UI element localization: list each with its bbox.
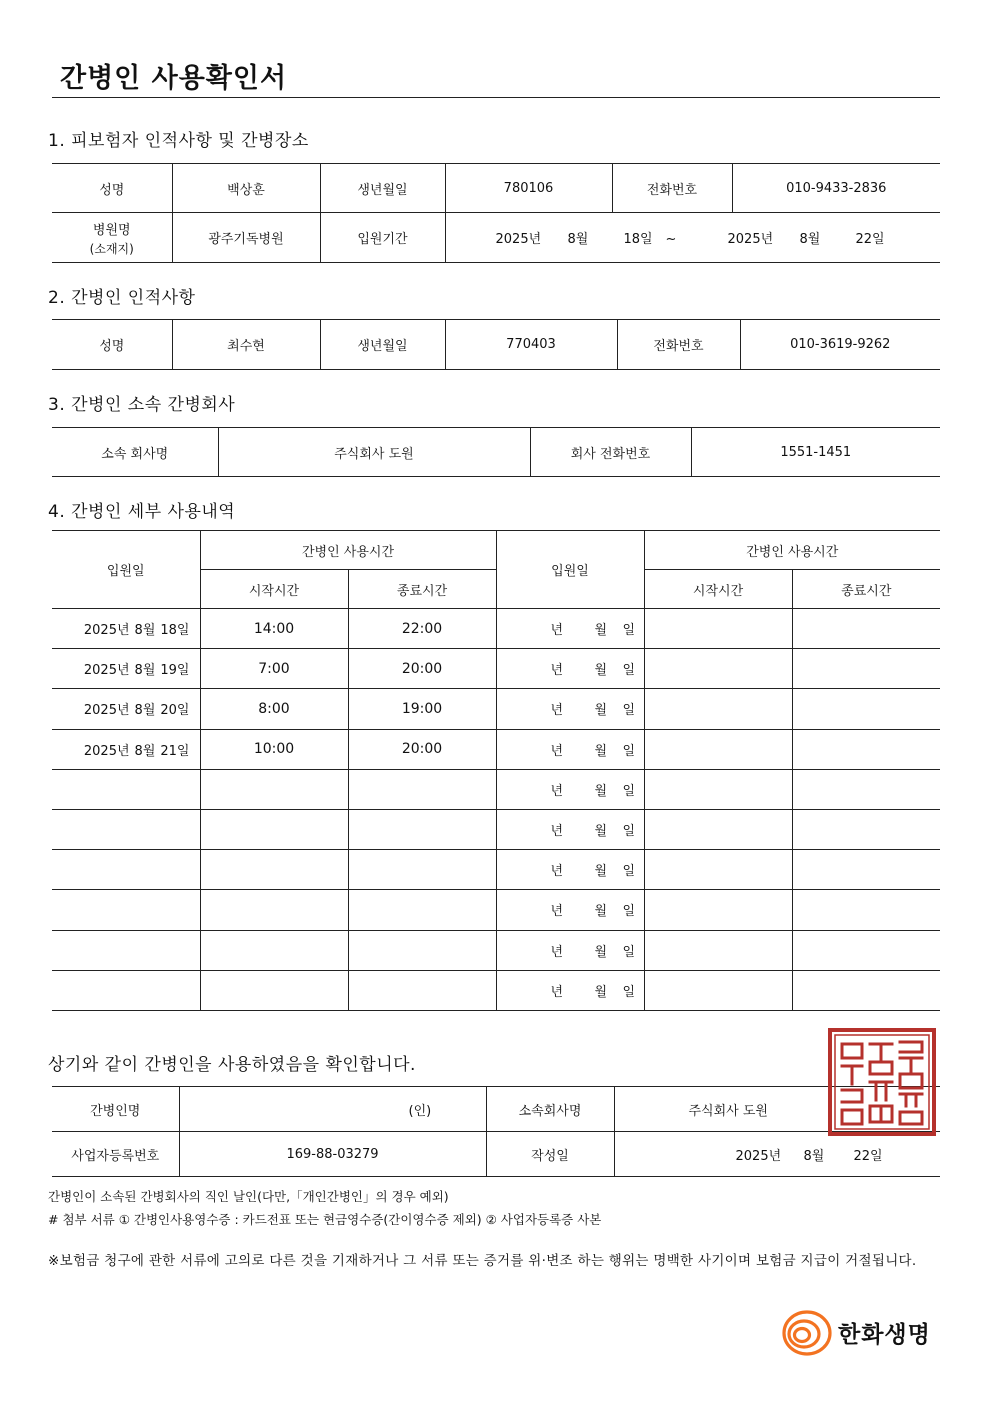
blank-date-month-label: 월: [594, 783, 608, 799]
col-start-right: 시작시간: [644, 570, 792, 609]
seal-note: 간병인이 소속된 간병회사의 직인 날인(다만,「개인간병인」의 경우 예외): [48, 1189, 449, 1204]
col-usage-time-right: 간병인 사용시간: [644, 531, 940, 570]
confirmation-statement: 상기와 같이 간병인을 사용하였음을 확인합니다.: [48, 1055, 416, 1075]
usage-date-day: 20일: [160, 703, 190, 719]
usage-date-left[interactable]: [52, 930, 200, 970]
usage-date-year: 2025년: [83, 743, 130, 759]
col-start-left: 시작시간: [200, 570, 348, 609]
hospital-label-text: 병원명: [92, 222, 131, 238]
attachment-note: # 첨부 서류 ① 간병인사용영수증 : 카드전표 또는 현금영수증(간이영수증 제외) ② 사업자등록증 사본: [48, 1212, 602, 1227]
company-info-table: [52, 427, 940, 477]
usage-start-right[interactable]: [644, 890, 792, 930]
brand-name: 한화생명: [838, 1322, 931, 1348]
written-date-label: 작성일: [486, 1132, 614, 1177]
blank-date-day-label: 일: [622, 824, 636, 840]
written-date-year: 2025년: [735, 1148, 782, 1164]
blank-date-day-label: 일: [622, 944, 636, 960]
blank-date-day-label: 일: [622, 984, 636, 1000]
blank-date-day-label: 일: [622, 663, 636, 679]
blank-date-year-label: 년: [550, 663, 564, 679]
blank-date-labels: [525, 780, 635, 799]
usage-start-left[interactable]: [200, 769, 348, 809]
usage-end-right[interactable]: [792, 729, 940, 769]
blank-date-day-label: 일: [622, 743, 636, 759]
blank-date-month-label: 월: [594, 623, 608, 639]
usage-end-left[interactable]: 22:00: [348, 609, 496, 649]
caregiver-sign-label: 간병인명: [52, 1087, 179, 1132]
usage-date-left[interactable]: [52, 970, 200, 1010]
company-phone-label: 회사 전화번호: [530, 428, 691, 477]
usage-start-right[interactable]: [644, 850, 792, 890]
blank-date-year-label: 년: [550, 904, 564, 920]
usage-start-right[interactable]: [644, 729, 792, 769]
hospital-location-label: (소재지): [89, 241, 134, 256]
company-seal-stamp: [826, 1026, 938, 1138]
blank-date-day-label: 일: [622, 623, 636, 639]
usage-date-month: 8월: [134, 743, 156, 759]
usage-end-right[interactable]: [792, 850, 940, 890]
usage-start-left[interactable]: [200, 890, 348, 930]
col-end-right: 종료시간: [792, 570, 940, 609]
written-date-month: 8월: [803, 1148, 825, 1164]
usage-date-right[interactable]: [496, 930, 644, 970]
usage-date-year: 2025년: [83, 703, 130, 719]
blank-date-month-label: 월: [594, 824, 608, 840]
usage-date-day: 19일: [160, 663, 190, 679]
hospital-label: [52, 213, 172, 263]
insured-name-label: 성명: [52, 164, 172, 213]
usage-end-left[interactable]: [348, 850, 496, 890]
hospital-field[interactable]: 광주기독병원: [172, 213, 320, 263]
insured-name-field[interactable]: 백상훈: [172, 164, 320, 213]
blank-date-labels: [525, 820, 635, 839]
usage-end-left[interactable]: [348, 890, 496, 930]
usage-date-day: 21일: [160, 743, 190, 759]
usage-row: [52, 609, 940, 649]
usage-date-month: 8월: [134, 663, 156, 679]
col-admission-date-left: 입원일: [52, 531, 200, 609]
blank-date-year-label: 년: [550, 703, 564, 719]
blank-date-year-label: 년: [550, 864, 564, 880]
blank-date-year-label: 년: [550, 984, 564, 1000]
usage-start-left[interactable]: 10:00: [200, 729, 348, 769]
business-number-field[interactable]: 169-88-03279: [179, 1132, 486, 1177]
insured-phone-field[interactable]: 010-9433-2836: [732, 164, 940, 213]
insured-info-table: [52, 163, 940, 263]
usage-date-right[interactable]: [496, 850, 644, 890]
usage-end-right[interactable]: [792, 930, 940, 970]
blank-date-month-label: 월: [594, 663, 608, 679]
usage-start-right[interactable]: [644, 930, 792, 970]
usage-row: [52, 689, 940, 729]
usage-date-right[interactable]: [496, 609, 644, 649]
usage-start-left[interactable]: 7:00: [200, 649, 348, 689]
usage-start-right[interactable]: [644, 609, 792, 649]
affiliated-company-label: 소속회사명: [486, 1087, 614, 1132]
blank-date-day-label: 일: [622, 783, 636, 799]
usage-date-left[interactable]: [52, 809, 200, 849]
usage-end-right[interactable]: [792, 809, 940, 849]
caregiver-phone-field[interactable]: 010-3619-9262: [740, 320, 940, 370]
blank-date-labels: [525, 860, 635, 879]
page-title: 간병인 사용확인서: [60, 63, 288, 94]
usage-start-left[interactable]: [200, 970, 348, 1010]
usage-date-left[interactable]: [52, 890, 200, 930]
usage-date-right[interactable]: [496, 970, 644, 1010]
period-from-month: 8월: [567, 232, 589, 247]
usage-row: [52, 850, 940, 890]
blank-date-month-label: 월: [594, 743, 608, 759]
blank-date-labels: [525, 699, 635, 718]
usage-row: [52, 769, 940, 809]
usage-date-right[interactable]: [496, 890, 644, 930]
period-separator: ~: [665, 232, 677, 247]
usage-date-left[interactable]: [52, 609, 200, 649]
seal-mark: (인): [408, 1103, 432, 1119]
usage-date-month: 8월: [134, 623, 156, 639]
section3-heading: 3. 간병인 소속 간병회사: [48, 395, 236, 415]
usage-date-right[interactable]: [496, 729, 644, 769]
written-date-day: 22일: [853, 1148, 883, 1164]
blank-date-labels: [525, 981, 635, 1000]
affiliated-company-value: 주식회사 도원: [688, 1103, 768, 1119]
usage-date-month: 8월: [134, 703, 156, 719]
usage-end-left[interactable]: 19:00: [348, 689, 496, 729]
section2-heading: 2. 간병인 인적사항: [48, 288, 196, 308]
hanwha-logo-icon: [780, 1306, 834, 1360]
insured-birth-label: 생년월일: [320, 164, 445, 213]
period-from-day: 18일: [623, 232, 653, 247]
company-phone-field[interactable]: 1551-1451: [691, 428, 940, 477]
usage-end-left[interactable]: [348, 769, 496, 809]
blank-date-month-label: 월: [594, 864, 608, 880]
admission-period-field[interactable]: [445, 213, 940, 263]
usage-date-right[interactable]: [496, 649, 644, 689]
usage-start-left[interactable]: [200, 850, 348, 890]
insured-birth-field[interactable]: 780106: [445, 164, 612, 213]
usage-date-day: 18일: [160, 623, 190, 639]
usage-date-left[interactable]: [52, 850, 200, 890]
period-to-month: 8월: [799, 232, 821, 247]
usage-end-right[interactable]: [792, 689, 940, 729]
usage-row: [52, 930, 940, 970]
usage-date-left[interactable]: [52, 649, 200, 689]
blank-date-labels: [525, 740, 635, 759]
usage-date-year: 2025년: [83, 623, 130, 639]
company-name-label: 소속 회사명: [52, 428, 218, 477]
blank-date-day-label: 일: [622, 904, 636, 920]
caregiver-birth-field[interactable]: 770403: [445, 320, 617, 370]
usage-date-right[interactable]: [496, 689, 644, 729]
blank-date-month-label: 월: [594, 904, 608, 920]
usage-end-left[interactable]: [348, 970, 496, 1010]
blank-date-year-label: 년: [550, 623, 564, 639]
usage-start-left[interactable]: [200, 930, 348, 970]
usage-end-right[interactable]: [792, 890, 940, 930]
blank-date-labels: [525, 619, 635, 638]
confirmation-table: [52, 1086, 940, 1177]
usage-date-right[interactable]: [496, 809, 644, 849]
usage-start-right[interactable]: [644, 649, 792, 689]
blank-date-month-label: 월: [594, 703, 608, 719]
caregiver-info-table: [52, 319, 940, 370]
company-name-field[interactable]: 주식회사 도원: [218, 428, 530, 477]
blank-date-labels: [525, 659, 635, 678]
title-divider: [52, 97, 940, 98]
section1-heading: 1. 피보험자 인적사항 및 간병장소: [48, 131, 309, 151]
blank-date-day-label: 일: [622, 864, 636, 880]
usage-row: [52, 649, 940, 689]
col-usage-time-left: 간병인 사용시간: [200, 531, 496, 570]
period-to-year: 2025년: [727, 232, 774, 247]
blank-date-day-label: 일: [622, 703, 636, 719]
caregiver-phone-label: 전화번호: [617, 320, 740, 370]
fraud-warning: ※보험금 청구에 관한 서류에 고의로 다른 것을 기재하거나 그 서류 또는 증거를 위·변조 하는 행위는 명백한 사기이며 보험금 지급이 거절됩니다.: [48, 1253, 917, 1269]
caregiver-name-label: 성명: [52, 320, 172, 370]
usage-date-left[interactable]: [52, 689, 200, 729]
usage-date-right[interactable]: [496, 769, 644, 809]
usage-row: [52, 729, 940, 769]
blank-date-labels: [525, 900, 635, 919]
usage-end-right[interactable]: [792, 970, 940, 1010]
usage-date-left[interactable]: [52, 769, 200, 809]
blank-date-labels: [525, 941, 635, 960]
usage-end-left[interactable]: 20:00: [348, 649, 496, 689]
usage-end-right[interactable]: [792, 609, 940, 649]
usage-end-right[interactable]: [792, 769, 940, 809]
section4-heading: 4. 간병인 세부 사용내역: [48, 502, 236, 522]
blank-date-year-label: 년: [550, 783, 564, 799]
usage-start-left[interactable]: [200, 809, 348, 849]
usage-row: [52, 809, 940, 849]
usage-end-left[interactable]: [348, 809, 496, 849]
caregiver-name-field[interactable]: 최수현: [172, 320, 320, 370]
col-admission-date-right: 입원일: [496, 531, 644, 609]
period-to-day: 22일: [855, 232, 885, 247]
admission-period-label: 입원기간: [320, 213, 445, 263]
usage-start-right[interactable]: [644, 970, 792, 1010]
caregiver-sign-field[interactable]: [179, 1087, 486, 1132]
usage-row: [52, 970, 940, 1010]
written-date-field[interactable]: [614, 1132, 940, 1177]
usage-date-left[interactable]: [52, 729, 200, 769]
usage-start-right[interactable]: [644, 809, 792, 849]
usage-start-right[interactable]: [644, 769, 792, 809]
insured-phone-label: 전화번호: [612, 164, 732, 213]
blank-date-year-label: 년: [550, 944, 564, 960]
usage-detail-table: [52, 530, 940, 1011]
hanwha-life-logo: [780, 1306, 940, 1360]
blank-date-month-label: 월: [594, 944, 608, 960]
usage-start-left[interactable]: 8:00: [200, 689, 348, 729]
period-from-year: 2025년: [495, 232, 542, 247]
blank-date-year-label: 년: [550, 743, 564, 759]
business-number-label: 사업자등록번호: [52, 1132, 179, 1177]
usage-end-left[interactable]: 20:00: [348, 729, 496, 769]
blank-date-month-label: 월: [594, 984, 608, 1000]
usage-date-year: 2025년: [83, 663, 130, 679]
blank-date-year-label: 년: [550, 824, 564, 840]
usage-end-left[interactable]: [348, 930, 496, 970]
caregiver-birth-label: 생년월일: [320, 320, 445, 370]
usage-end-right[interactable]: [792, 649, 940, 689]
usage-row: [52, 890, 940, 930]
usage-start-left[interactable]: 14:00: [200, 609, 348, 649]
usage-start-right[interactable]: [644, 689, 792, 729]
col-end-left: 종료시간: [348, 570, 496, 609]
